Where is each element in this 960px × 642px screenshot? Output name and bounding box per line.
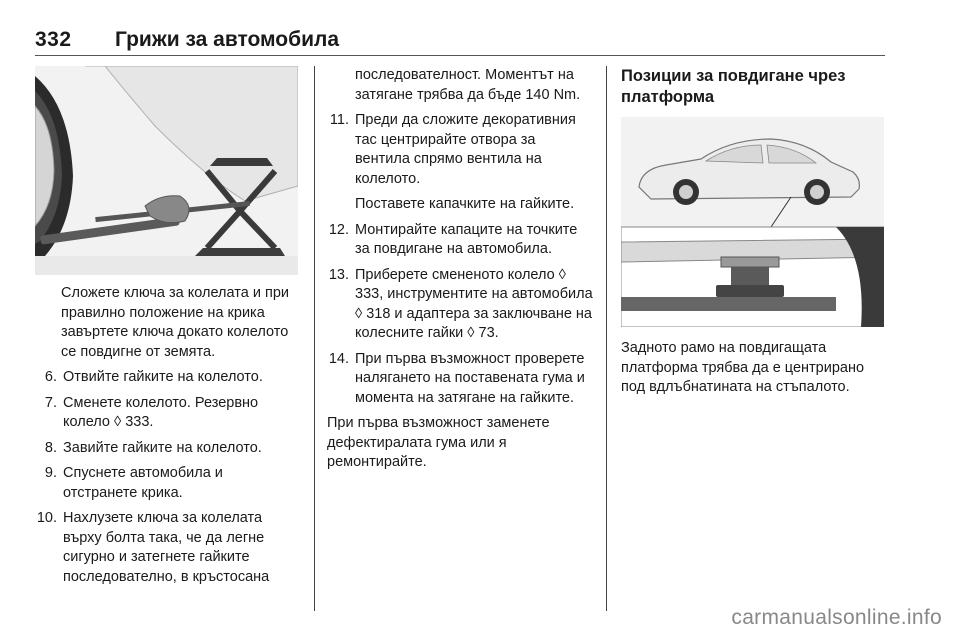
step-number: 14. <box>328 350 349 367</box>
figure-caption-lift: Задното рамо на повдигащата платформа трябва да е центрирано под вдлъбнатината на стъпалото. <box>621 340 865 395</box>
step-number: 13. <box>328 266 349 283</box>
list-item <box>35 368 295 388</box>
list-item <box>327 266 593 344</box>
step-text: При първа възможност проверете налягането на поставената гума и момента на затягане на гайките. <box>355 350 585 406</box>
step-number: 8. <box>44 439 57 456</box>
figure-caption-jack: Сложете ключа за колелата и при правилно положение на крика завъртете ключа докато колелото се повдигне от земята. <box>61 285 289 360</box>
step-number: 9. <box>44 465 57 481</box>
page-number: 332 <box>35 28 72 51</box>
column-divider-2 <box>606 66 607 611</box>
list-item <box>35 464 295 503</box>
list-item <box>327 221 593 260</box>
step-text: Сменете колелото. Резервно колело ◊ 333. <box>63 394 259 430</box>
step-extra-text: Поставете капачките на гайките. <box>355 196 575 212</box>
list-item <box>327 350 593 409</box>
step-text: Нахлузете ключа за колелата върху болта така, че да легне сигурно и затегнете гайките последователно, в кръстосана <box>63 510 270 585</box>
step-number: 6. <box>44 369 57 385</box>
step-number: 10. <box>36 510 57 526</box>
page-title: Грижи за автомобила <box>115 28 340 51</box>
column-2-text <box>327 66 593 479</box>
list-item <box>35 439 295 459</box>
step-text: Монтирайте капаците на точките за повдигане на автомобила. <box>355 221 578 257</box>
jack-illustration <box>35 66 298 275</box>
step-text: Отвийте гайките на колелото. <box>63 369 263 385</box>
step-number: 11. <box>329 112 349 128</box>
header-rule <box>35 55 885 56</box>
lift-illustration <box>621 117 884 327</box>
step-text: Спуснете автомобила и отстранете крика. <box>63 465 223 501</box>
watermark: carmanualsonline.info <box>731 606 942 629</box>
page-header <box>35 28 885 52</box>
section-heading: Позиции за повдигане чрез платформа <box>621 67 846 106</box>
step-number: 7. <box>44 394 57 411</box>
list-item <box>35 509 295 587</box>
step-text: Завийте гайките на колелото. <box>63 439 262 456</box>
step-text: Преди да сложите декоративния тас центрирайте отвора за вентила спрямо вентила на колелото. <box>355 112 576 187</box>
continued-text: последователност. Моментът на затягане трябва да бъде 140 Nm. <box>355 67 581 103</box>
closing-paragraph: При първа възможност заменете дефектиралата гума или я ремонтирайте. <box>327 415 550 470</box>
column-1-text <box>35 284 295 593</box>
list-item <box>35 394 295 433</box>
step-number: 12. <box>328 221 349 238</box>
list-item <box>327 111 593 215</box>
column-divider-1 <box>314 66 315 611</box>
step-text: Приберете смененото колело ◊ 333, инструментите на автомобила ◊ 318 и адаптера за заключване на колесните гайки ◊ 73. <box>355 266 593 341</box>
